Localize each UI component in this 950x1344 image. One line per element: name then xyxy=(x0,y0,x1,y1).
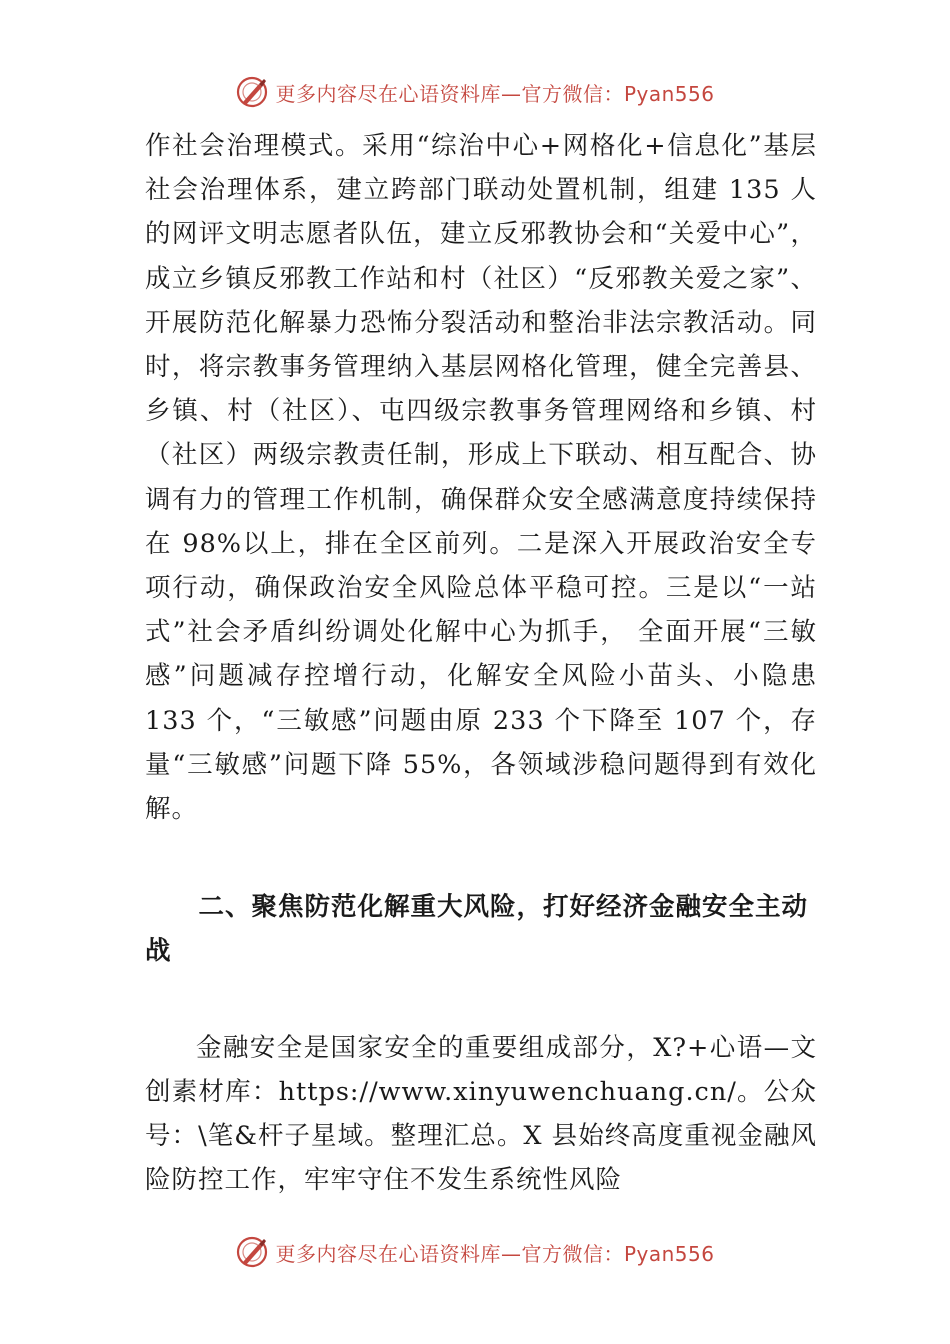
watermark-footer xyxy=(0,1230,950,1274)
body-paragraph: 金融安全是国家安全的重要组成部分，X?+心语—文创素材库：https://www.xinyuwenchuang.cn/。公众号：\笔&杆子星域。整理汇总。X 县始终高度重视金融风险防控工作，牢牢守住不发生系统性风险 xyxy=(145,1032,817,1196)
watermark-text: 更多内容尽在心语资料库—官方微信：Pyan556 xyxy=(275,81,715,106)
document-body xyxy=(145,124,817,1202)
watermark-text: 更多内容尽在心语资料库—官方微信：Pyan556 xyxy=(275,1241,715,1266)
pen-circle-logo-icon xyxy=(235,1235,269,1269)
watermark-header xyxy=(0,70,950,114)
body-paragraph: 作社会治理模式。采用“综治中心+网格化+信息化”基层社会治理体系，建立跨部门联动处置机制，组建 135 人的网评文明志愿者队伍，建立反邪教协会和“关爱中心”，成立乡镇反邪教工作站和村（社区）“反邪教关爱之家”、开展防范化解暴力恐怖分裂活动和整治非法宗教活动。同时，将宗教事务管理纳入基层网格化管理，健全完善县、乡镇、村（社区）、屯四级宗教事务管理网络和乡镇、村（社区）两级宗教责任制，形成上下联动、相互配合、协调有力的管理工作机制，确保群众安全感满意度持续保持在 98%以上，排在全区前列。二是深入开展政治安全专项行动，确保政治安全风险总体平稳可控。三是以“一站式”社会矛盾纠纷调处化解中心为抓手， 全面开展“三敏感”问题减存控增行动，化解安全风险小苗头、小隐患 133 个，“三敏感”问题由原 233 个下降至 107 个，存量“三敏感”问题下降 55%，各领域涉稳问题得到有效化解。 xyxy=(145,131,817,825)
pen-circle-logo-icon xyxy=(235,75,269,109)
section-heading: 二、聚焦防范化解重大风险，打好经济金融安全主动战 xyxy=(145,892,809,967)
